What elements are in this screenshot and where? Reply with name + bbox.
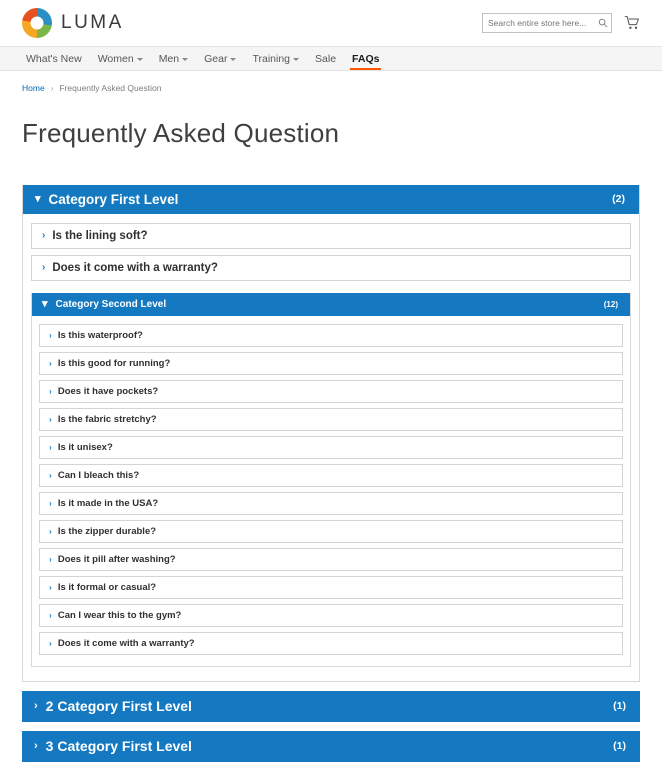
chevron-down-icon: ▾ [42,297,48,310]
nav-item-whats-new[interactable] [18,47,90,70]
faq-question-row[interactable] [39,632,623,655]
chevron-down-icon: ▾ [35,192,41,205]
logo[interactable] [22,8,124,38]
chevron-right-icon: › [34,739,38,752]
nav-item-women[interactable] [90,47,151,70]
faq-subcategory-title: Category Second Level [55,298,167,310]
faq-question-label: Does it come with a warranty? [57,637,195,649]
nav-item-sale[interactable] [307,47,344,70]
nav-label: Men [158,52,180,65]
faq-subcategory-header[interactable] [32,293,630,316]
page-title: Frequently Asked Question [22,118,340,149]
faq-question-row[interactable] [39,408,623,431]
faq-question-label: Is the zipper durable? [57,525,157,537]
faq-subcategory-body [32,316,630,666]
faq-question-label: Is it unisex? [57,441,113,453]
faq-question-row[interactable] [39,548,623,571]
nav-item-faqs[interactable] [344,47,387,70]
faq-category-1 [22,185,640,682]
faq-question-row[interactable] [39,492,623,515]
chevron-right-icon: › [50,83,54,93]
faq-container [0,167,662,762]
chevron-down-icon [230,58,236,61]
faq-category-2-title: 2 Category First Level [45,698,192,715]
chevron-right-icon: › [49,470,52,481]
faq-question-row[interactable] [39,436,623,459]
faq-question-row[interactable] [39,324,623,347]
chevron-right-icon: › [49,414,52,425]
faq-question-label: Is this good for running? [57,357,171,369]
faq-subcategory-count: (12) [603,299,618,309]
nav-label: FAQs [352,52,380,65]
faq-subcategory [31,293,631,667]
faq-question-label: Is this waterproof? [57,329,143,341]
chevron-down-icon [137,58,143,61]
chevron-right-icon: › [49,386,52,397]
chevron-right-icon: › [49,498,52,509]
search-box[interactable] [482,13,612,33]
faq-question-label: Is the lining soft? [52,229,148,242]
breadcrumb [0,71,662,93]
faq-question-row[interactable] [31,255,631,281]
faq-category-3-title: 3 Category First Level [45,738,192,755]
nav-label: Sale [315,52,337,65]
faq-category-1-count: (2) [612,193,625,206]
chevron-right-icon: › [49,582,52,593]
faq-category-1-header[interactable] [23,185,639,214]
chevron-right-icon: › [49,638,52,649]
breadcrumb-home-link[interactable]: Home [22,83,45,93]
faq-question-row[interactable] [39,604,623,627]
faq-category-2 [22,691,640,722]
faq-question-label: Can I wear this to the gym? [57,609,182,621]
nav-label: Women [97,52,134,65]
faq-question-row[interactable] [39,520,623,543]
chevron-right-icon: › [34,699,38,712]
chevron-right-icon: › [49,330,52,341]
luma-flower-icon [22,8,52,38]
faq-category-1-title: Category First Level [48,191,179,207]
chevron-right-icon: › [42,262,46,274]
faq-question-label: Can I bleach this? [57,469,140,481]
faq-category-2-count: (1) [613,700,626,713]
chevron-right-icon: › [49,554,52,565]
faq-category-3 [22,731,640,762]
faq-question-label: Is it formal or casual? [57,581,157,593]
faq-category-1-body [23,214,639,681]
chevron-down-icon [293,58,299,61]
nav-item-gear[interactable] [196,47,244,70]
chevron-right-icon: › [42,230,46,242]
nav-label: Gear [204,52,228,65]
faq-question-label: Is it made in the USA? [57,497,159,509]
faq-question-row[interactable] [39,380,623,403]
chevron-right-icon: › [49,610,52,621]
brand-name: LUMA [61,12,124,33]
faq-question-label: Does it have pockets? [57,385,159,397]
faq-category-3-count: (1) [613,740,626,753]
nav-label: What's New [26,52,82,65]
breadcrumb-current: Frequently Asked Question [59,83,162,93]
nav-label: Training [252,52,291,65]
faq-question-label: Does it pill after washing? [57,553,176,565]
chevron-down-icon [182,58,188,61]
search-icon[interactable] [598,18,608,28]
nav-item-men[interactable] [151,47,196,70]
chevron-right-icon: › [49,442,52,453]
faq-question-row[interactable] [39,352,623,375]
faq-category-3-header[interactable] [22,731,640,762]
chevron-right-icon: › [49,526,52,537]
site-header [0,0,662,46]
search-input[interactable] [482,13,612,33]
main-navigation [0,46,662,71]
faq-category-2-header[interactable] [22,691,640,722]
faq-question-row[interactable] [39,576,623,599]
faq-question-row[interactable] [39,464,623,487]
chevron-right-icon: › [49,358,52,369]
faq-question-label: Is the fabric stretchy? [57,413,157,425]
faq-question-label: Does it come with a warranty? [52,261,218,274]
nav-item-training[interactable] [244,47,307,70]
shopping-cart-icon[interactable] [624,15,640,31]
header-actions [482,13,640,33]
faq-question-row[interactable] [31,223,631,249]
